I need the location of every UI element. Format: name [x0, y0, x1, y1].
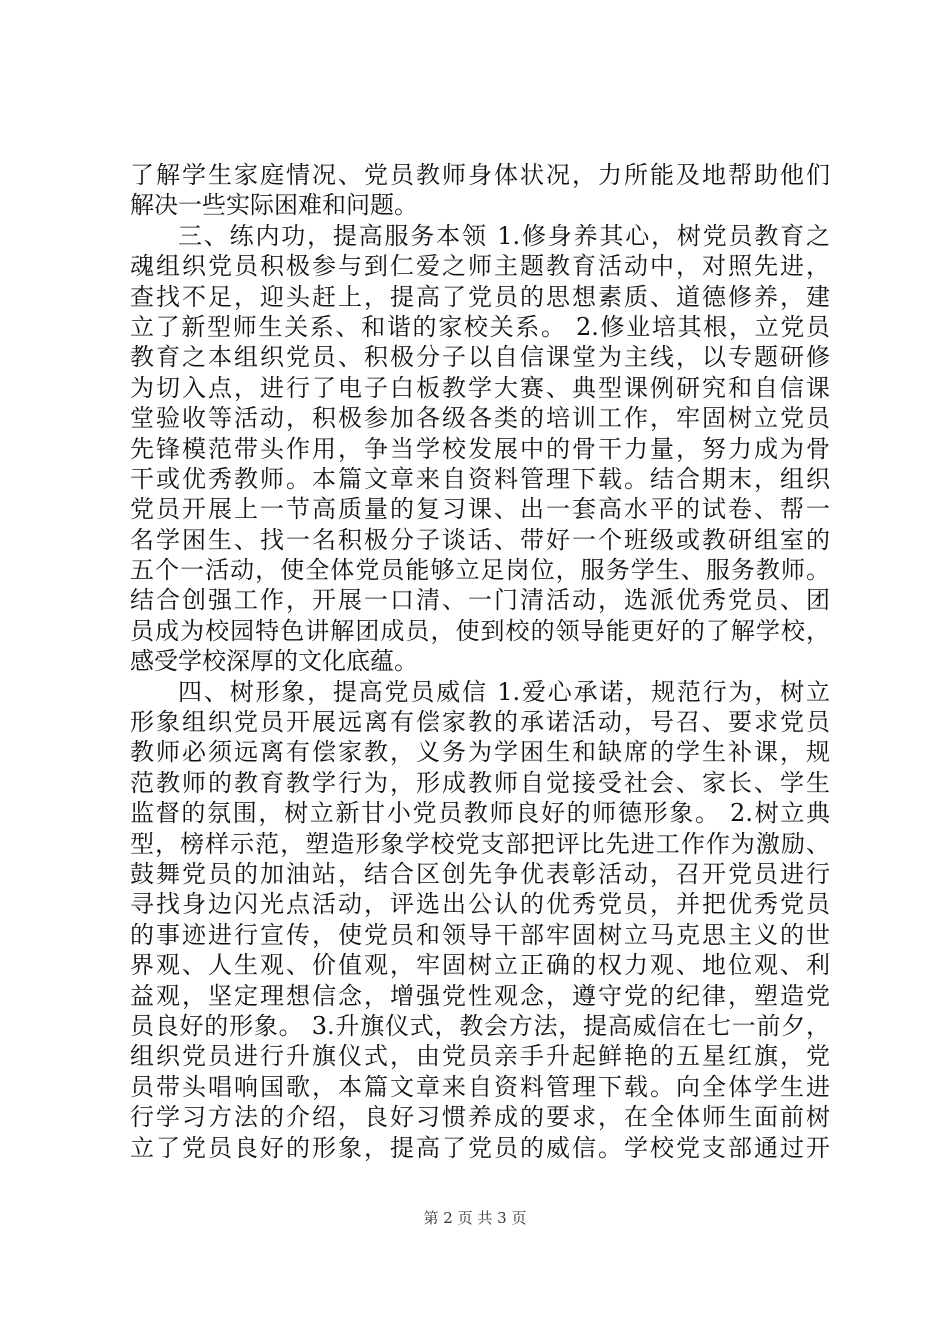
body-line: 先锋模范带头作用，争当学校发展中的骨干力量，努力成为骨: [130, 434, 830, 463]
body-line: 了解学生家庭情况、党员教师身体状况，力所能及地帮助他们: [130, 161, 830, 189]
body-line: 员成为校园特色讲解团成员，使到校的领导能更好的了解学校，: [130, 616, 830, 645]
section-heading-line: 四、树形象，提高党员威信 1.爱心承诺，规范行为，树立: [178, 677, 830, 706]
body-line: 五个一活动，使全体党员能够立足岗位，服务学生、服务教师。: [130, 556, 830, 585]
body-line: 益观，坚定理想信念，增强党性观念，遵守党的纪律，塑造党: [130, 981, 830, 1010]
body-line: 解决一些实际困难和问题。: [130, 191, 418, 220]
body-line: 教育之本组织党员、积极分子以自信课堂为主线，以专题研修: [130, 343, 830, 372]
body-line: 干或优秀教师。本篇文章来自资料管理下载。结合期末，组织: [130, 464, 830, 493]
body-line: 立了新型师生关系、和谐的家校关系。 2.修业培其根，立党员: [130, 312, 830, 341]
body-line: 查找不足，迎头赶上，提高了党员的思想素质、道德修养，建: [130, 282, 830, 311]
body-line: 行学习方法的介绍，良好习惯养成的要求，在全体师生面前树: [130, 1103, 830, 1132]
body-line: 党员开展上一节高质量的复习课、出一套高水平的试卷、帮一: [130, 495, 830, 524]
body-line: 堂验收等活动，积极参加各级各类的培训工作，牢固树立党员: [130, 404, 830, 433]
body-line: 教师必须远离有偿家教，义务为学困生和缺席的学生补课，规: [130, 738, 830, 767]
body-line: 的事迹进行宣传，使党员和领导干部牢固树立马克思主义的世: [130, 920, 830, 949]
body-line: 结合创强工作，开展一口清、一门清活动，选派优秀党员、团: [130, 586, 830, 615]
body-line: 寻找身边闪光点活动，评选出公认的优秀党员，并把优秀党员: [130, 890, 830, 919]
body-line: 为切入点，进行了电子白板教学大赛、典型课例研究和自信课: [130, 373, 830, 402]
body-line: 形象组织党员开展远离有偿家教的承诺活动，号召、要求党员: [130, 708, 830, 737]
body-line: 立了党员良好的形象，提高了党员的威信。学校党支部通过开: [130, 1133, 830, 1162]
body-line: 界观、人生观、价值观，牢固树立正确的权力观、地位观、利: [130, 951, 830, 980]
page-number-footer: 第 2 页 共 3 页: [423, 1209, 527, 1227]
body-line: 型，榜样示范，塑造形象学校党支部把评比先进工作作为激励、: [130, 829, 830, 858]
body-line: 组织党员进行升旗仪式，由党员亲手升起鲜艳的五星红旗，党: [130, 1042, 830, 1071]
body-line: 名学困生、找一名积极分子谈话、带好一个班级或教研组室的: [130, 525, 830, 554]
body-line: 员带头唱响国歌，本篇文章来自资料管理下载。向全体学生进: [130, 1072, 830, 1101]
section-heading-line: 三、练内功，提高服务本领 1.修身养其心，树党员教育之: [178, 221, 830, 250]
body-line: 感受学校深厚的文化底蕴。: [130, 647, 418, 676]
document-body: [130, 160, 830, 1163]
body-line: 魂组织党员积极参与到仁爱之师主题教育活动中，对照先进，: [130, 252, 830, 281]
body-line: 员良好的形象。 3.升旗仪式，教会方法，提高威信在七一前夕，: [130, 1011, 830, 1040]
body-line: 范教师的教育教学行为，形成教师自觉接受社会、家长、学生: [130, 768, 830, 797]
body-line: 监督的氛围，树立新甘小党员教师良好的师德形象。 2.树立典: [130, 799, 830, 828]
body-line: 鼓舞党员的加油站，结合区创先争优表彰活动，召开党员进行: [130, 859, 830, 888]
